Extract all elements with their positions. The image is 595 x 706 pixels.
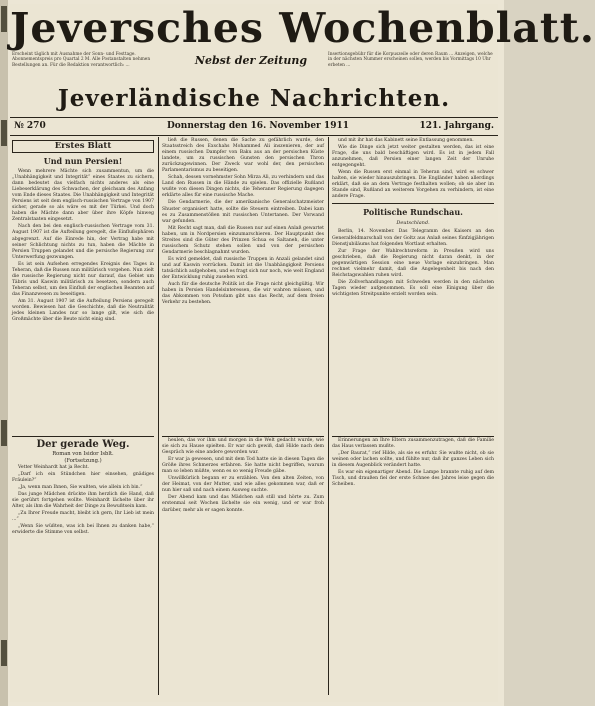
news-paragraph: Zur Frage der Wahlrechtsreform in Preußen wird uns geschrieben, daß die Regierung nicht daran denkt, in der gegenwärtigen Session eine neue Vorlage einzubringen. Man rechnet vielmehr damit, daß die Angelegenheit bis nach den Reichstagswahlen ruhen wird. <box>332 248 494 278</box>
masthead-subrow <box>10 52 498 82</box>
advertising-info: Insertionsgebühr für die Korpuszeile oder deren Raum ... Anzeigen, welche in der nächsten Nummer erscheinen sollen, werden bis Vormittags 10 Uhr erbeten ... <box>328 52 493 68</box>
story-paragraph: Der Abend kam und das Mädchen saß still und hörte zu. Zum erstenmal seit Wochen lächelte sie ein wenig, und er war froh darüber, mehr als er sagen konnte. <box>162 495 324 513</box>
news-paragraph: Die Zollverhandlungen mit Schweden werden in den nächsten Tagen wieder aufgenommen. Es soll eine Einigung über die wichtigsten Streitpunkte erzielt worden sein. <box>332 279 494 297</box>
article-paragraph: Nach den bei den englisch-russischen Vertrage vom 31. August 1907 ist die Aufteilung geregelt, die Einflußsphären abgegrenzt. Auf die Einrede hin, der Vertrag habe mit seiner Schlichtung nichts zu tun, haben die Mächte in Persien Truppen gelandet und die persische Regierung zur Unterwerfung gezwungen. <box>12 224 154 260</box>
feuilleton-rule <box>12 436 154 437</box>
newspaper-sheet <box>10 4 595 702</box>
issue-date: Donnerstag den 16. November 1911 <box>167 121 349 131</box>
story-paragraph: „Ja, wenn man Ihnen, Sie wußten, wie allein ich bin.“ <box>18 485 143 491</box>
column-1-upper <box>12 138 154 432</box>
story-paragraph: Erinnerungen an Ihre Eltern zusammenzutragen, daß die Familie das Haus verlassen mußte. <box>332 438 494 450</box>
story-paragraph: Das junge Mädchen drückte ihm herzlich die Hand, daß sie gerührt fortgehen wollte. Weinhardt lächelte über ihr Alter, als ihm die Wahrheit der Dinge zu Bewußtsein kam. <box>12 492 154 510</box>
column-3-upper <box>332 138 494 432</box>
column-2-lower <box>162 438 324 696</box>
article-paragraph: Die Gendarmerie, die der amerikanische Generalschatzmeister Shuster organisiert hatte, sollte die Steuern eintreiben. Dabei kam es zu Zusammenstößen mit russischen Untertanen. Der Vorwand war gefunden. <box>162 200 324 224</box>
story-paragraph: „Der Baurat,“ rief Hilde, als sie es erfuhr. Sie wußte nicht, ob sie weinen oder lachen sollte, und fühlte nur, daß ihr ganzes Leben sich in diesem Augenblick verändert hatte. <box>332 451 494 469</box>
article-paragraph: Wenn mehrere Mächte sich zusammentun, um die „Unabhängigkeit und Integrität“ eines Staates zu sichern, dann bedeutet das vielfach nichts anderes als eine Liebeserklärung des Schwachen, der gleichsam des Anfang vom Ende dieses Staates. Die Unabhängigkeit und Integrität Persiens ist seit dem englisch-russischen Vertrage von 1907 sicher, gerade so als wäre es mit der Türkei. Und doch haben die Mächte dann aber über ihre Köpfe hinweg Zentralstaaten eingesetzt. <box>12 169 154 223</box>
story-paragraph: „Wenn Sie wüßten, was ich bei Ihnen zu danken habe,“ erwiderte die Stimme von selbst. <box>12 524 154 536</box>
article-paragraph: und mit ihr hat das Kabinett seine Entlassung genommen. <box>338 138 474 143</box>
binding-margin <box>0 0 8 706</box>
article-paragraph: Wie die Dinge sich jetzt weiter gestalten werden, das ist eine Frage, die uns bald beschäftigen wird. Es ist in jedem Fall anzunehmen, daß Persien einer langen Zeit der Unruhe entgegengeht. <box>332 145 494 169</box>
column-3-lower <box>332 438 494 696</box>
article-paragraph: Mit Recht sagt man, daß die Russen nur auf einen Anlaß gewartet haben, um in Nordpersien einzumarschieren. Der Hauptpunkt des Streites sind die Güter des Prinzen Schua es Saltaneh, die unter russischem Schutz stehen sollen und von der persischen Gendarmerie beschlagnahmt wurden. <box>162 225 324 255</box>
story-author: Roman von Isidor Isblt. <box>52 451 114 457</box>
column-1-lower <box>12 438 154 696</box>
binding-mark <box>1 6 7 32</box>
article-paragraph: Es ist sein Aufsehen erregendes Ereignis des Tages in Teheran, daß die Russen nun militärisch vorgehen. Nun zielt die russische Regierung nicht nur darauf, das Gebiet um Täbris und Kaswin militärisch zu besetzen, sondern auch Teheran selbst, um den Einfluß der englischen Beamten auf das Finanzwesen zu beseitigen. <box>12 261 154 297</box>
story-paragraph: Es war ein eigenartiger Abend. Die Lampe brannte ruhig auf dem Tisch, und draußen fiel der erste Schnee des Jahres leise gegen die Scheiben. <box>332 470 494 488</box>
article-paragraph: Wenn die Russen erst einmal in Teheran sind, wird es schwer halten, sie wieder hinauszubringen. Die Engländer haben allerdings erklärt, daß sie an dem Vertrage festhalten wollen; ob sie aber im Stande sind, Rußland an weiterem Vorgehen zu verhindern, ist eine andere Frage. <box>332 170 494 200</box>
article-paragraph: Schah, dessen vornehmster Sohn Mirza Ali, zu verhindern und das Land den Russen in die Hände zu spielen. Das offizielle Rußland wußte von diesen Dingen nichts, die Teheraner Regierung dagegen erklärte alles für eine russische Mache. <box>162 175 324 199</box>
volume-year: 121. Jahrgang. <box>419 121 494 131</box>
column-divider <box>328 137 329 695</box>
section-headline: Politische Rundschau. <box>363 207 463 218</box>
article-paragraph: ließ die Russen, denen die Sache zu gefährlich wurde, den Staatsstreich des Exschahs Mohammed Ali inszenieren, der auf einem russischen Dampfer von Baku aus an der persischen Küste landete, um zu russischen Gunsten den persischen Thron zurückzugewinnen. Der Zweck war wohl der, den persischen Parlamentarismus zu beseitigen. <box>162 138 324 174</box>
article-paragraph: Auch für die deutsche Politik ist die Frage nicht gleichgültig. Wir haben in Persien Handelsinteressen, die wir wahren müssen, und das Abkommen von Potsdam gibt uns das Recht, auf dem freien Verkehr zu bestehen. <box>162 282 324 306</box>
dateline-top-rule <box>10 117 498 118</box>
story-paragraph: heulen, das vor ihm und morgen in die Welt gedacht wurde, wie sie sich zu Hause spielten. Er war sich gewiß, daß Hilde nach dem Gespräch wie eine andere geworden war. <box>162 438 324 456</box>
feuilleton-rule <box>162 436 324 437</box>
story-continuation: (Fortsetzung.) <box>64 458 102 464</box>
article-headline: Und nun Persien! <box>43 156 123 166</box>
feuilleton-rule <box>332 436 494 437</box>
first-sheet-label: Erstes Blatt <box>12 140 154 153</box>
dateline-bottom-rule <box>10 135 498 136</box>
story-paragraph: „Zu Ihrer Freude macht, bleibt ich gern, Ihr Lieb ist mein ...“ <box>12 511 154 523</box>
column-divider <box>158 137 159 695</box>
dateline <box>10 119 498 134</box>
story-paragraph: Er war ja gewesen, und mit dem Tod hatte sie in diesen Tagen die Größe ihres Schmerzes erfahren. Sie hatte nicht begriffen, warum man so leben müßte, wenn es so wenig Freude gäbe. <box>162 457 324 475</box>
story-paragraph: Vetter Weinhardt hat ja Recht. <box>18 465 89 470</box>
section-rule <box>332 203 494 204</box>
news-paragraph: Berlin, 14. November. Das Telegramm des Kaisers an den Generalfeldmarschall von der Goltz aus Anlaß seines fünfzigjährigen Dienstjubiläums hat folgenden Wortlaut erhalten. <box>332 229 494 247</box>
binding-mark <box>1 420 7 446</box>
story-paragraph: Unwillkürlich begann er zu erzählen. Von den alten Zeiten, von der Heimat, von der Mutter, und wie alles gekommen war, daß er nun hier saß und nach einem Ausweg suchte. <box>162 476 324 494</box>
masthead-title: Jeversches Wochenblatt. <box>10 4 595 52</box>
issue-number: № 270 <box>14 121 46 131</box>
binding-mark <box>1 640 7 666</box>
article-paragraph: Am 31. August 1907 ist die Aufteilung Persiens geregelt worden. Bewiesen hat die Geschichte, daß die Neutralität jedes kleinen Landes nur so lange gilt, wie sich die Großmächte über die Beute nicht einig sind. <box>12 298 154 323</box>
secondary-title: Jeverländische Nachrichten. <box>57 85 451 112</box>
story-title: Der gerade Weg. <box>36 439 130 450</box>
section-subheading: Deutschland. <box>396 220 430 227</box>
supplement-line: Nebst der Zeitung <box>194 54 308 67</box>
article-paragraph: Es wird gemeldet, daß russische Truppen in Anzali gelandet sind und auf Kaswin vorrücken. Damit ist die Unabhängigkeit Persiens tatsächlich aufgehoben, und es fragt sich nur noch, wie weit England der Entwicklung ruhig zusehen wird. <box>162 256 324 281</box>
subscription-info: Erscheint täglich mit Ausnahme der Sonn- und Festtage. Abonnementspreis pro Quartal 2 M. Alle Postanstalten nehmen Bestellungen an. Für die Redaktion verantwortlich: ... <box>12 52 151 68</box>
story-paragraph: „Darf ich ein Stündchen hier einsehen, gnädiges Fräulein?“ <box>12 472 154 484</box>
binding-mark <box>1 120 7 146</box>
column-2-upper <box>162 138 324 432</box>
